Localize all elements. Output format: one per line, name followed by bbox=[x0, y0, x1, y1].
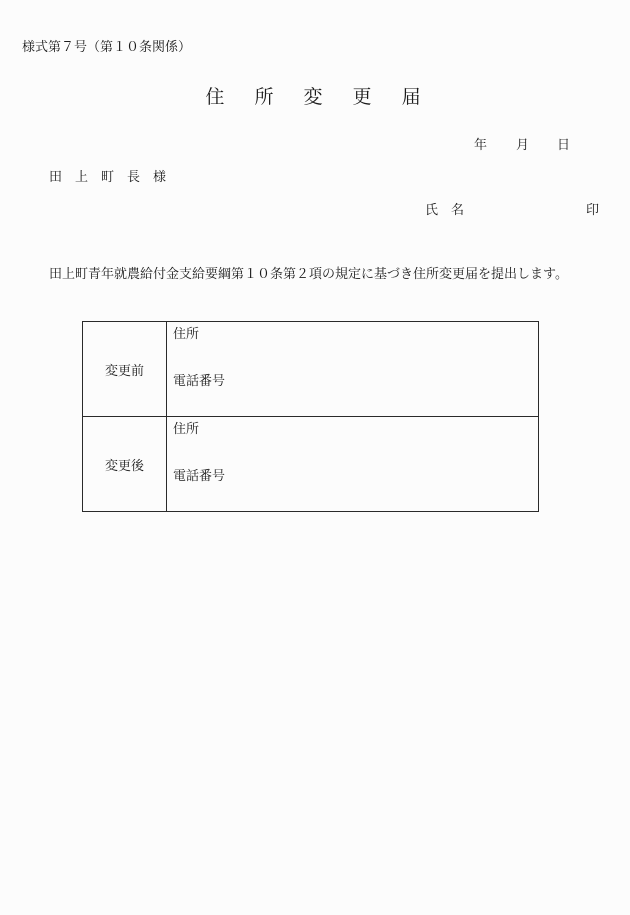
change-table bbox=[82, 321, 539, 512]
seal-label: 印 bbox=[586, 203, 600, 218]
after-phone-label: 電話番号 bbox=[173, 469, 226, 484]
applicant-name-label: 氏 名 bbox=[425, 203, 465, 218]
table-row bbox=[83, 417, 539, 512]
date-day-label: 日 bbox=[557, 138, 571, 153]
after-address-label: 住所 bbox=[173, 422, 200, 437]
form-number: 様式第７号（第１０条関係） bbox=[22, 40, 192, 55]
after-label-cell bbox=[83, 417, 167, 512]
after-detail-cell[interactable] bbox=[167, 417, 539, 512]
before-label-cell bbox=[83, 322, 167, 417]
before-label: 変更前 bbox=[104, 363, 144, 379]
date-year-label: 年 bbox=[474, 138, 488, 153]
statement-text: 田上町青年就農給付金支給要綱第１０条第２項の規定に基づき住所変更届を提出します。 bbox=[49, 267, 568, 282]
document-title: 住 所 変 更 届 bbox=[205, 86, 433, 108]
before-address-label: 住所 bbox=[173, 327, 200, 342]
after-label: 変更後 bbox=[104, 458, 144, 474]
date-month-label: 月 bbox=[516, 138, 530, 153]
table-row bbox=[83, 322, 539, 417]
addressee: 田上町長様 bbox=[49, 170, 180, 185]
before-detail-cell[interactable] bbox=[167, 322, 539, 417]
before-phone-label: 電話番号 bbox=[173, 374, 226, 389]
